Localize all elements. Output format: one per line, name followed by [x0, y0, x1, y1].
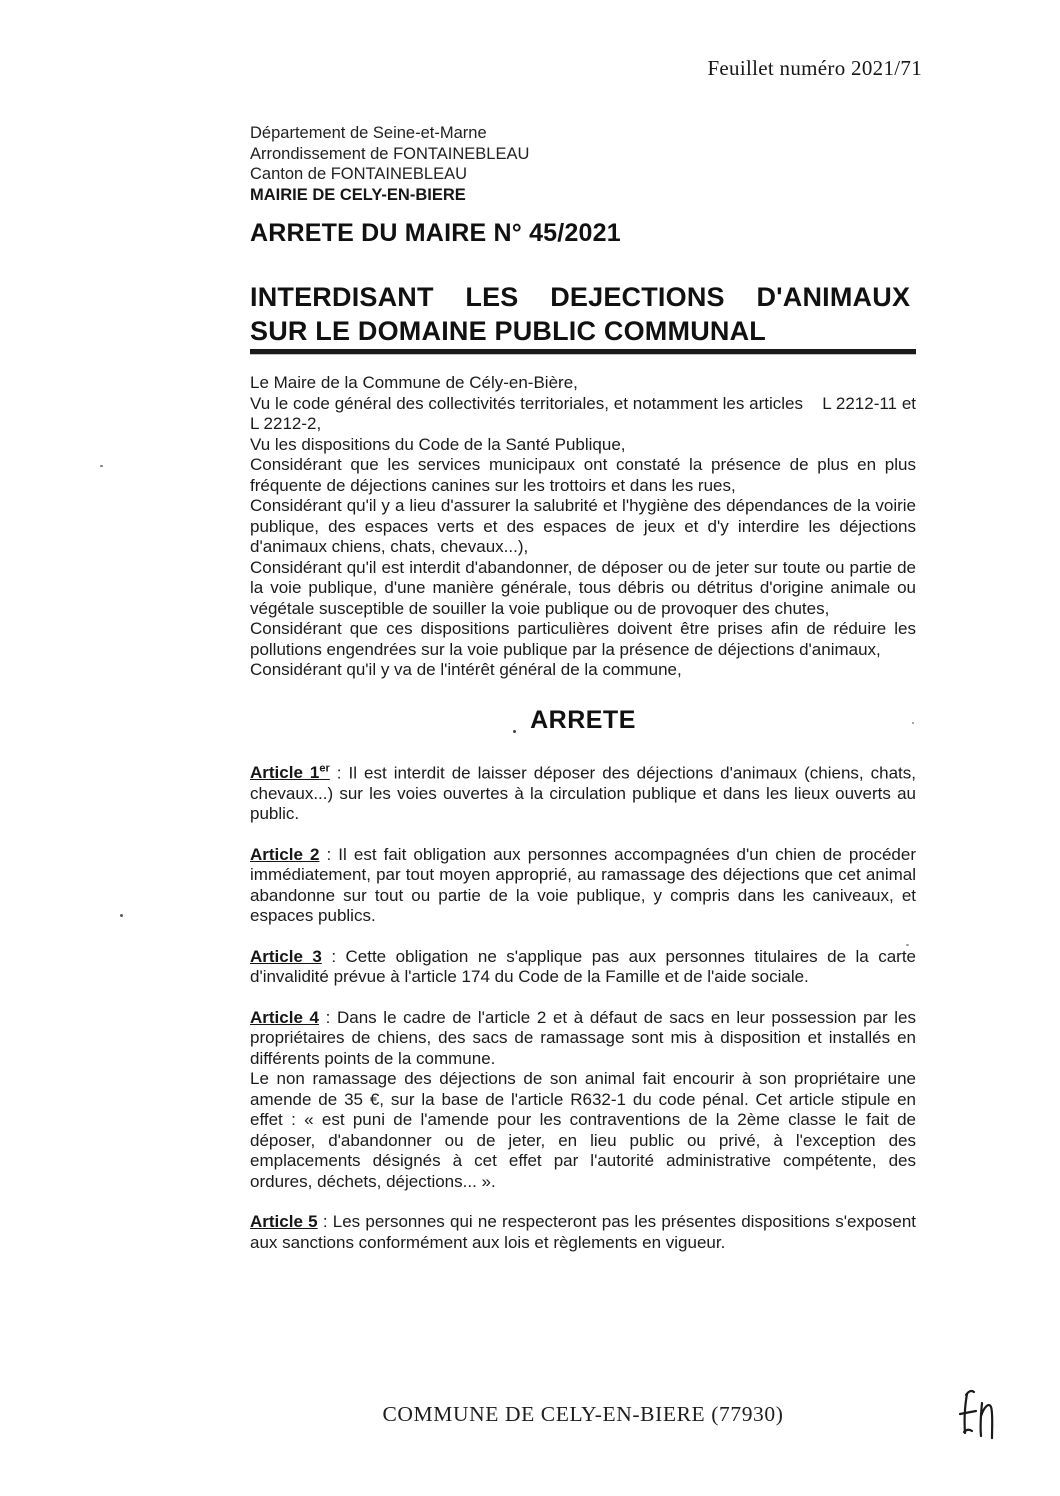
article-5-text: : Les personnes qui ne respecteront pas les présentes dispositions s'exposent aux sanctions conformément aux lois et règlements en vigueur. [250, 1212, 916, 1252]
article-4-continuation: Le non ramassage des déjections de son animal fait encourir à son propriétaire une amende de 35 €, sur la base de l'article R632-1 du code pénal. Cet article stipule en effet : « est puni de l'amende pour les contraventions de la 2ème classe le fait de déposer, d'abandonner ou de jeter, en lieu public ou privé, à l'exception des emplacements désignés à cet effet par l'autorité administrative compétente, des ordures, déchets, déjections... ». [250, 1069, 916, 1191]
preamble-paragraph: Considérant que ces dispositions particulières doivent être prises afin de réduire les pollutions engendrées sur la voie publique par la présence de déjections d'animaux, [250, 619, 916, 659]
preamble-paragraph: Vu les dispositions du Code de la Santé Publique, [250, 434, 626, 454]
article-2 [250, 845, 916, 927]
preamble [250, 373, 916, 681]
document-content [250, 123, 916, 1253]
article-2-text: : Il est fait obligation aux personnes accompagnées d'un chien de procéder immédiatement, par tout moyen approprié, au ramassage des déjections que cet animal abandonne sur tout ou partie de la voie publique, y compris dans les caniveaux, et espaces publics. [250, 844, 916, 926]
preamble-paragraph: Considérant que les services municipaux ont constaté la présence de plus en plus fréquente de déjections canines sur les trottoirs et dans les rues, [250, 455, 916, 495]
preamble-paragraph: Considérant qu'il y a lieu d'assurer la salubrité et l'hygiène des dépendances de la voirie publique, des espaces verts et des espaces de jeux et d'y interdire les déjections d'animaux chiens, chats, chevaux...), [250, 496, 916, 556]
scan-speck [906, 944, 909, 946]
preamble-paragraph: Considérant qu'il y va de l'intérêt général de la commune, [250, 660, 682, 679]
order-heading: ARRETE [530, 705, 636, 734]
article-4-label: Article 4 [250, 1007, 319, 1027]
scan-speck [100, 465, 103, 467]
letterhead-departement: Département de Seine-et-Marne [250, 124, 487, 142]
article-5-label: Article 5 [250, 1212, 318, 1232]
letterhead-arrondissement: Arrondissement de FONTAINEBLEAU [250, 144, 530, 163]
handwritten-initials-icon [952, 1383, 1000, 1443]
preamble-paragraph: Le Maire de la Commune de Cély-en-Bière, [250, 373, 578, 392]
decree-title: ARRETE DU MAIRE N° 45/2021 [250, 219, 621, 247]
letterhead-canton: Canton de FONTAINEBLEAU [250, 165, 468, 183]
scan-speck [912, 722, 914, 724]
article-1-sup: er [319, 762, 330, 775]
article-3-text: : Cette obligation ne s'applique pas aux personnes titulaires de la carte d'invalidité prévue à l'article 174 du Code de la Famille et de l'aide sociale. [250, 946, 916, 987]
article-5 [250, 1212, 916, 1253]
scan-speck [513, 730, 516, 733]
article-3 [250, 947, 916, 988]
footer-commune-line: COMMUNE DE CELY-EN-BIERE (77930) [382, 1402, 784, 1426]
articles [250, 759, 916, 1254]
subject-title-line1: INTERDISANT LES DEJECTIONS D'ANIMAUX [250, 282, 911, 312]
subject-title-line2: SUR LE DOMAINE PUBLIC COMMUNAL [250, 316, 766, 346]
article-3-label: Article 3 [250, 946, 322, 966]
article-1-text: : Il est interdit de laisser déposer des déjections d'animaux (chiens, chats, chevaux...) sur les voies ouvertes à la circulation publique et dans les lieux ouverts au public. [250, 763, 916, 824]
preamble-paragraph: Considérant qu'il est interdit d'abandonner, de déposer ou de jeter sur toute ou partie de la voie publique, d'une manière générale, tous débris ou détritus d'origine animale ou végétale susceptible de souiller la voie publique ou de provoquer des chutes, [250, 557, 916, 618]
article-4 [250, 1008, 916, 1070]
letterhead [250, 123, 916, 205]
scan-speck [120, 914, 123, 917]
article-4-text: : Dans le cadre de l'article 2 et à défaut de sacs en leur possession par les propriétaires de chiens, des sacs de ramassage sont mis à disposition et installés en différents points de la commune. [250, 1007, 916, 1068]
article-1 [250, 759, 916, 825]
page-number: Feuillet numéro 2021/71 [707, 56, 922, 80]
title-underline-rule [250, 349, 916, 354]
subject-title [250, 280, 916, 348]
letterhead-mairie: MAIRIE DE CELY-EN-BIERE [250, 185, 466, 204]
preamble-paragraph: Vu le code général des collectivités territoriales, et notamment les articles L 2212-11 et L 2212-2, [250, 393, 916, 433]
article-2-label: Article 2 [250, 844, 320, 864]
article-1-label: Article 1er [250, 762, 330, 783]
